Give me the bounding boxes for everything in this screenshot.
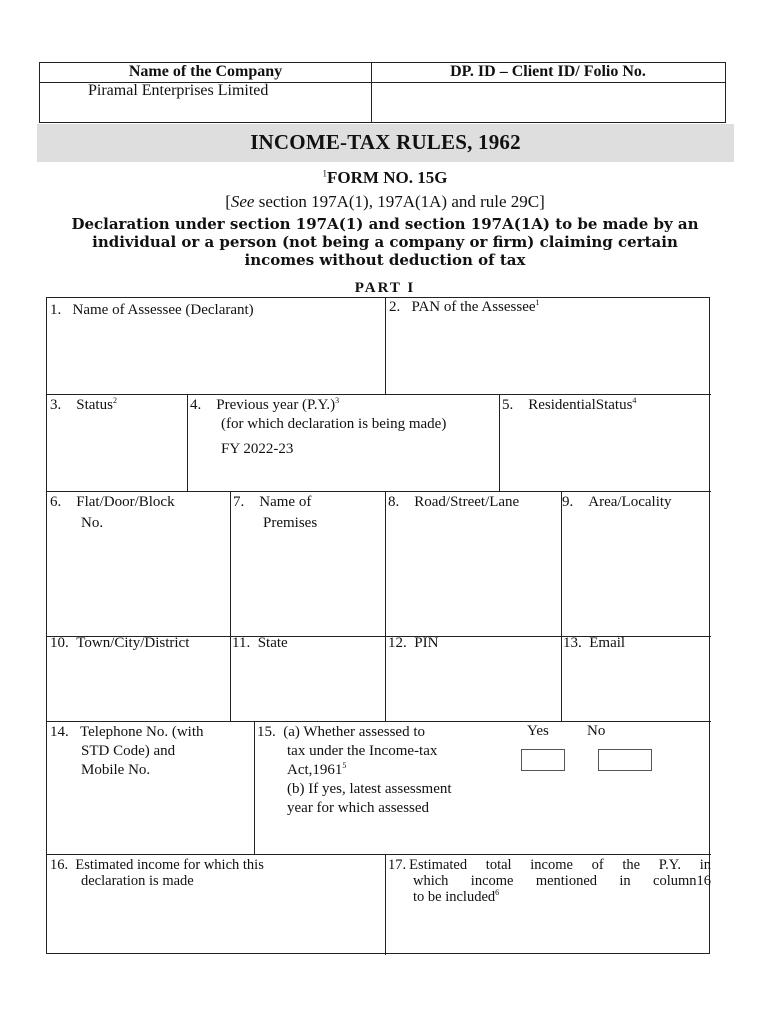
- field-area-locality[interactable]: [562, 493, 672, 512]
- field-estimated-income[interactable]: [50, 857, 264, 889]
- field-14-label-2: STD Code) and: [81, 743, 176, 759]
- field-7-label-2: Premises: [263, 515, 318, 531]
- field-15-footnote: 5: [342, 761, 347, 770]
- yes-label: Yes: [527, 723, 549, 739]
- field-flat-door-block[interactable]: [50, 493, 175, 533]
- declaration-line-2: individual or a person (not being a company or firm) claiming certain: [92, 233, 678, 251]
- field-16-number: 16.: [50, 857, 69, 873]
- field-17-number: 17.: [388, 857, 407, 873]
- title-band: [37, 124, 734, 162]
- declaration-line-1: Declaration under section 197A(1) and section 197A(1A) to be made by an: [71, 215, 699, 233]
- field-6-label-2: No.: [81, 515, 104, 531]
- field-previous-year[interactable]: [190, 396, 446, 459]
- field-2-number: 2.: [389, 299, 401, 315]
- field-telephone[interactable]: [50, 723, 204, 780]
- reference-see: See: [230, 192, 255, 211]
- field-15-line-a2: tax under the Income-tax: [287, 743, 438, 759]
- field-14-number: 14.: [50, 724, 69, 740]
- form-number: [0, 168, 770, 188]
- form-number-text: FORM NO. 15G: [327, 168, 448, 187]
- field-name-of-assessee[interactable]: [50, 301, 254, 320]
- field-17-label-3: to be included: [413, 889, 496, 905]
- field-16-label: Estimated income for which this: [75, 857, 264, 873]
- reference-line: [0, 192, 770, 212]
- company-header-table: [39, 62, 726, 123]
- no-checkbox[interactable]: [598, 749, 652, 771]
- field-7-number: 7.: [233, 494, 245, 510]
- field-estimated-total-income[interactable]: [388, 857, 711, 905]
- field-9-label: Area/Locality: [588, 494, 672, 510]
- field-1-number: 1.: [50, 302, 62, 318]
- company-name-value: Piramal Enterprises Limited: [88, 82, 269, 99]
- field-12-label: PIN: [414, 635, 439, 651]
- field-4-sublabel: (for which declaration is being made): [221, 416, 447, 432]
- field-residential-status[interactable]: [502, 396, 636, 415]
- field-10-label: Town/City/District: [76, 635, 190, 651]
- field-4-footnote: 3: [335, 396, 340, 405]
- dp-id-field[interactable]: [371, 82, 725, 122]
- field-name-of-premises[interactable]: [233, 493, 317, 533]
- field-13-label: Email: [589, 635, 626, 651]
- field-5-number: 5.: [502, 397, 514, 413]
- field-4-number: 4.: [190, 397, 202, 413]
- field-3-label: Status: [76, 397, 113, 413]
- declaration-heading: [0, 215, 770, 269]
- field-17-label: Estimated total income of the P.Y. in: [409, 857, 711, 873]
- field-town-city-district[interactable]: [50, 634, 189, 653]
- field-13-number: 13.: [563, 635, 582, 651]
- field-16-label-2: declaration is made: [81, 873, 194, 889]
- no-label: No: [587, 723, 606, 739]
- field-15-line-b1: (b) If yes, latest assessment: [287, 781, 452, 797]
- field-3-number: 3.: [50, 397, 62, 413]
- reference-text: section 197A(1), 197A(1A) and rule 29C]: [258, 192, 545, 211]
- field-6-label: Flat/Door/Block: [76, 494, 175, 510]
- field-pan[interactable]: [389, 298, 540, 317]
- field-9-number: 9.: [562, 494, 574, 510]
- field-status[interactable]: [50, 396, 117, 415]
- field-1-label: Name of Assessee (Declarant): [72, 302, 254, 318]
- field-12-number: 12.: [388, 635, 407, 651]
- field-7-label: Name of: [259, 494, 312, 510]
- part-one-form-grid: [46, 297, 710, 954]
- field-email[interactable]: [563, 634, 625, 653]
- field-state[interactable]: [232, 634, 288, 653]
- field-14-label-3: Mobile No.: [81, 762, 151, 778]
- company-name-label: Name of the Company: [128, 63, 283, 80]
- field-4-label: Previous year (P.Y.): [216, 397, 336, 413]
- field-road-street-lane[interactable]: [388, 493, 519, 512]
- field-10-number: 10.: [50, 635, 69, 651]
- page-title: INCOME-TAX RULES, 1962: [250, 130, 521, 154]
- part-heading: PART I: [354, 280, 416, 296]
- field-2-label: PAN of the Assessee: [411, 299, 536, 315]
- field-14-label: Telephone No. (with: [80, 724, 204, 740]
- declaration-line-3: incomes without deduction of tax: [244, 251, 526, 269]
- form-footnote: 1: [322, 168, 328, 179]
- field-pin[interactable]: [388, 634, 438, 653]
- field-4-value: FY 2022-23: [221, 441, 294, 457]
- yes-checkbox[interactable]: [521, 749, 565, 771]
- field-assessed-to-tax: [257, 723, 452, 818]
- field-5-footnote: 4: [632, 396, 637, 405]
- field-5-label: ResidentialStatus: [528, 397, 633, 413]
- field-15-number: 15.: [257, 724, 276, 740]
- field-15-line-b2: year for which assessed: [287, 800, 430, 816]
- field-17-footnote: 6: [495, 888, 500, 898]
- field-15-line-a3: Act,1961: [287, 762, 343, 778]
- dp-id-label: DP. ID – Client ID/ Folio No.: [450, 63, 646, 80]
- field-15-line-a1: (a) Whether assessed to: [283, 724, 426, 740]
- field-8-label: Road/Street/Lane: [414, 494, 520, 510]
- reference-open: [: [225, 192, 231, 211]
- field-8-number: 8.: [388, 494, 400, 510]
- field-11-number: 11.: [232, 635, 251, 651]
- field-2-footnote: 1: [535, 298, 540, 307]
- field-17-label-2: which income mentioned in column16: [413, 873, 711, 889]
- field-11-label: State: [257, 635, 288, 651]
- field-6-number: 6.: [50, 494, 62, 510]
- field-3-footnote: 2: [112, 396, 117, 405]
